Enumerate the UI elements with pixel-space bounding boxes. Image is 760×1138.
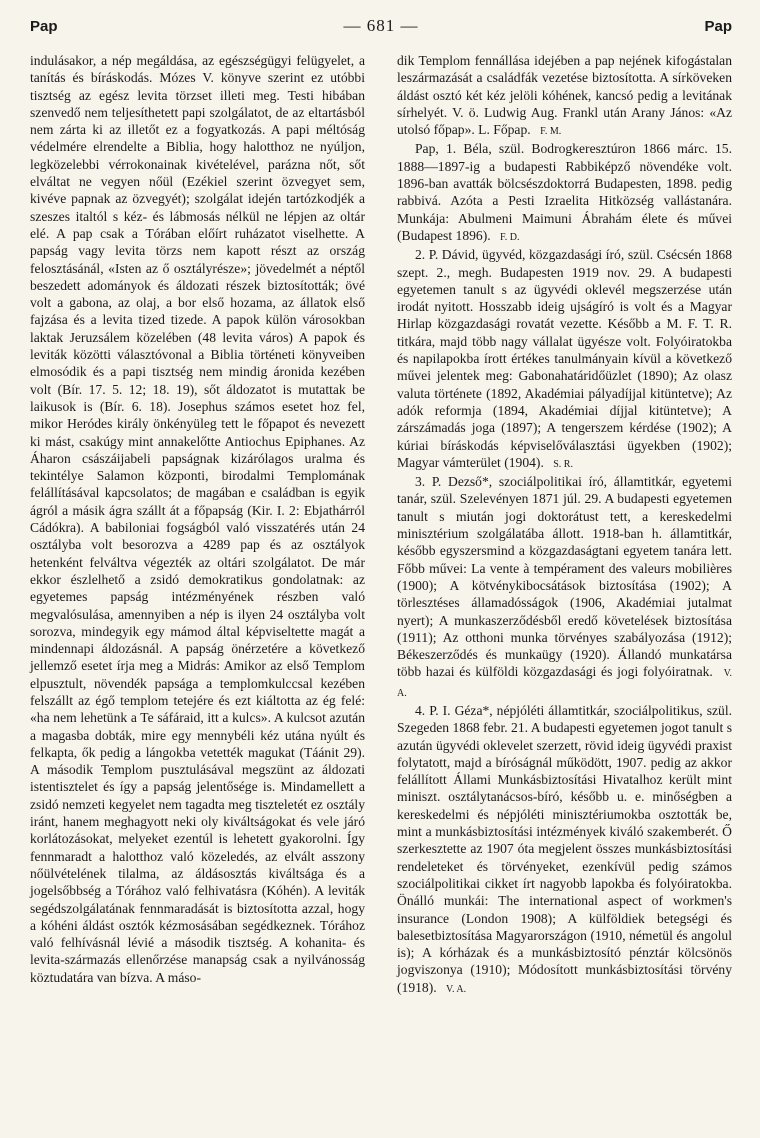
- running-head-left: Pap: [30, 18, 58, 35]
- page-number: — 681 —: [343, 16, 419, 35]
- left-column-text: indulásakor, a nép megáldása, az egészségügyi felügyelet, a tanítás és bíráskodás. Mózes V. könyve szerint ez utóbbi tisztség az egész levita törzset illeti meg. Testi hibában szenvedő nem teljesíthetett papi szolgálatot, de az eltartásból nem zárta ki az illetőt ez a fogyatkozás. A papi méltóság védelmére elrendelte a Biblia, hogy halotthoz ne nyúljon, legközelebbi vérrokonainak kivételével, parázna nőt, sőt elváltat ne vegyen nőül (Ezékiel szerint özvegyet sem, kivéve papnak az özvegyét); szolgálat idején tartózkodjék a szeszes italtól s kéz- és lábmosás nélkül ne lépjen az oltár elé. A pap csak a Tórában előírt ruházatot viselhette. A papság vagy levita törzs nem kapott részt az ország felosztásánál, «Isten az ő osztályrésze»; jövedelmét a néptől beszedett adományok és áldozati részek biztosították; övé volt a gabona, az olaj, a bor első hozama, az állatok első fajzása és a levita tized tizede. A papok külön városokban laktak Jeruzsálem közelében (48 levita város) A papok és leviták közötti választóvonal a Biblia történeti könyveiben elmosódik és a papi tisztség nem mindig áronida kezében volt (Bír. 17. 5. 12; 18. 19), sőt áldozatot is mutattak be laikusok is (Bír. 6. 18). Josephus számos esetet hoz fel, mikor Heródes király önkényüleg tett le főpapot és nevezett ki mást, csakúgy mint annakelőtte Antiochus Epiphanes. Az Áharon császáijabeli papságnak kizárólagos uralma és tekintélye Salamon központi, birodalmi Templomának felállításával kapcsolatos; de magában e családban is egyik ágról a másik ágra szállt át a főpapság (Kir. I. 2: Ebjathárról Cádókra). A babiloniai fogságból való visszatérés után 24 osztályba volt besorozva a 4289 pap és az osztályok hetenként felváltva végezték az oltári szolgálatot. De már ekkor észlelhető a zsidó demokratikus gondolatnak: az egyetemes papság intézményének részben való megvalósulása, amennyiben a nép is ilyen 24 osztályba volt sorozva, mindegyik egy mámod által képviseltette magát a mindennapi áldozásnál. A papság önérzetére a következő jellemző esetet írja meg a Midrás: Amikor az első Templom elpusztult, növendék papsága a templomkulccsal kezében felszállt az égő templom tetejére és ezt kiáltotta az ég felé: «ha nem lehetünk a Te sáfáraid, itt a kulcs». A kulcsot azután a magasba dobták, mire egy mennybéli kéz utána nyúlt és felkapta, ők pedig a lángokba vetették magukat (Táánit 29). A második Templom pusztulásával megszünt az áldozati istentisztelet és így a papság jelentősége is. Mindamellett a zsidó nemzeti kegyelet nem tagadta meg tiszteletét ez osztály iránt, hanem meghagyott neki oly kiváltságokat és vele járó korlátozásokat, melyeket ezentúl is lehetett gyakorolni. Így fennmaradt a halotthoz való közeledés, az elvált asszony nőülvételének tilalma, az áldásosztás kiváltsága és a jogelsőbbség a Tórához való felhivatásra (Kóhén). A leviták segédszolgálatának fennmaradását is biztosította azzal, hogy a kóhéni áldást osztók kézmosásában segédkeznek. Tórához való felhívásnál lévié a második tisztség. A kohanita- és levita-származás ellenőrzése manapság csak a nyilvánosság köztudatára van bízva. A máso-: [30, 53, 365, 985]
- author-signature: S. R.: [553, 458, 573, 470]
- author-signature: V. A.: [397, 668, 732, 699]
- running-head-right: Pap: [704, 18, 732, 35]
- page-header: [30, 16, 732, 46]
- author-signature: V. A.: [446, 983, 467, 995]
- left-column: [30, 52, 365, 998]
- two-column-body: [30, 52, 732, 998]
- entry-text: 3. P. Dezső*, szociálpolitikai író, államtitkár, egyetemi tanár, szül. Szelevényen 1871 júl. 29. A budapesti egyetemen tanult s miután jogi doktorátust tett, a kereskedelmi minisztérium szolgálatába állott. 1918-ban h. államtitkár, később egyszersmind a közgazdaságtani egyetem tanára lett. Főbb művei: La vente à tempérament des valeurs mobilières (1900); A kötvénykibocsátások biztosítása (1902); A törlesztéses államadósságok (1906, Akadémiai jutalmat nyert); A munkaszerződésből eredő követelések biztosítása (1911); Az otthoni munka törvényes szabályozása (1912); Békeszerződés és munkaügy (1920). Állandó munkatársa több hazai és külföldi közgazdasági és jogi folyóiratnak.: [397, 474, 732, 680]
- entry-pap-dezso: [397, 473, 732, 702]
- author-signature: F. M.: [540, 126, 562, 138]
- entry-pap-geza: [397, 702, 732, 998]
- entry-text: Pap, 1. Béla, szül. Bodrogkeresztúron 1866 márc. 15. 1888—1897-ig a budapesti Rabbiképző növendéke volt. 1896-ban avatták bölcsészdoktorrá Budapesten, 1898. pedig rabbivá. Azóta a Pesti Izraelita Hitközség vallástanára. Munkája: Abulmeni Maimuni Ábrahám élete és művei (Budapest 1896).: [397, 141, 732, 243]
- entry-pap-bela: [397, 140, 732, 246]
- right-column: [397, 52, 732, 998]
- entry-pap-continuation: [397, 52, 732, 140]
- author-signature: F. D.: [500, 231, 520, 243]
- entry-text: dik Templom fennállása idejében a pap nejének kifogástalan leszármazását a családfák vezetése biztosította. A sírköveken áldást osztó két kéz jelöli kóhének, kancsó pedig a levitának sírhelyét. V. ö. Ludwig Aug. Frankl után Arany János: «Az utolsó főpap». L. Főpap.: [397, 53, 732, 138]
- entry-pap-david: [397, 246, 732, 473]
- entry-text: 4. P. I. Géza*, népjóléti államtitkár, szociálpolitikus, szül. Szegeden 1868 febr. 21. A budapesti egyetemen jogot tanult s azután ügyvédi oklevelet szerzett, rövid ideig ügyvédi praxist folytatott, majd a bíróságnál működött, 1907. pedig az akkor felállított Állami Munkásbiztosítási Hivatalhoz került mint miniszt. osztálytanácsos-bíró, később u. e. minőségben a kereskedelmi és népjóléti minisztériumokba osztották be, mint a munkásbiztosítási intézmények kiváló szakemberét. Ő szerkesztette az 1907 óta megjelent összes munkásbiztosítási rendeleteket és törvényeket, ezenkívül pedig számos szociálpolitikai cikket írt nagyobb lapokba és folyóiratokba. Önálló munkái: The international aspect of workmen's insurance (London 1908); A külföldiek betegségi és balesetbiztosítása Magyarországon (1910, németül és angolul is); A kórházak és a munkásbiztosító pénztár kölcsönös jogviszonya (1910); Módosított munkásbiztosítási törvény (1918).: [397, 702, 732, 995]
- entry-text: 2. P. Dávid, ügyvéd, közgazdasági író, szül. Csécsén 1868 szept. 2., megh. Budapesten 1919 nov. 29. A budapesti egyetemen tanult s az ügyvédi oklevél megszerzése után irodát nyitott. Hosszabb ideig ujságíró is volt és a Magyar Hirlap közgazdasági rovatát vezette. Később a M. F. T. R. titkára, majd több nagy vállalat ügyésze volt. Folyóiratokba és napilapokba írott értékes tanulmányain kívül a következő művei jelentek meg: Gabonahatáridőüzlet (1890); Az olasz valuta története (1892, Akadémiai pályadíjjal kitüntetve); Az adók reformja (1894, Akadémiai díjjal kitüntetve); A zárszámadás joga (1897); A tengerszem kérdése (1902); A kúriai bíráskodás képviselőválasztási ügyekben (1902); Magyar vámterület (1904).: [397, 247, 732, 470]
